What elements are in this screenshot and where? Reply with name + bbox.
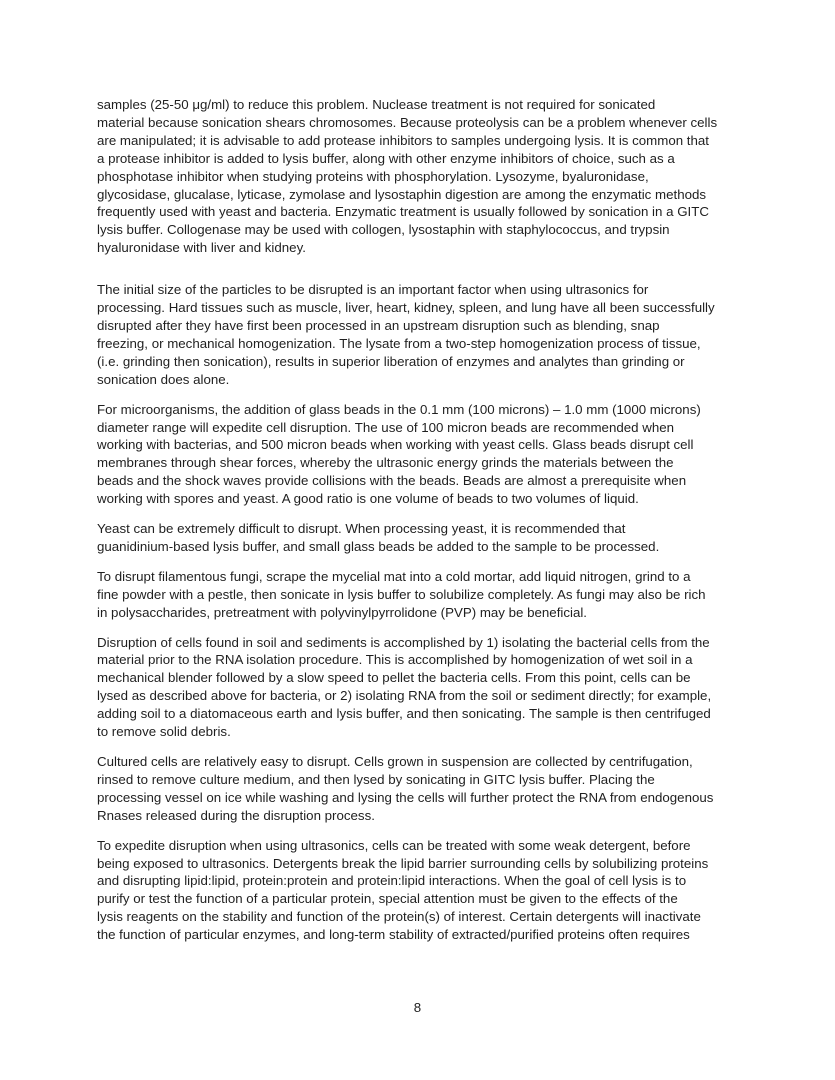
paragraph-glass-beads: For microorganisms, the addition of glass beads in the 0.1 mm (100 microns) – 1.0 mm (1000 microns) diameter range will expedite cell disruption. The use of 100 micron beads are recommended when working with bacterias, and 500 micron beads when working with yeast cells. Glass beads disrupt cell membranes through shear forces, whereby the ultrasonic energy grinds the materials between the beads and the shock waves provide collisions with the beads. Beads are almost a prerequisite when working with spores and yeast. A good ratio is one volume of beads to two volumes of liquid.: [97, 401, 701, 507]
document-body: [97, 96, 745, 956]
paragraph-cultured-cells: Cultured cells are relatively easy to disrupt. Cells grown in suspension are collected by centrifugation, rinsed to remove culture medium, and then lysed by sonicating in GITC lysis buffer. Placing the processing vessel on ice while washing and lysing the cells will further protect the RNA from endogenous Rnases released during the disruption process.: [97, 754, 714, 823]
paragraph-yeast: Yeast can be extremely difficult to disrupt. When processing yeast, it is recommended that guanidinium-based lysis buffer, and small glass beads be added to the sample to be processed.: [97, 521, 660, 554]
paragraph-particle-size: The initial size of the particles to be disrupted is an important factor when using ultrasonics for processing. Hard tissues such as muscle, liver, heart, kidney, spleen, and lung have all been successfully disrupted after they have first been processed in an upstream disruption such as blending, snap freezing, or mechanical homogenization. The lysate from a two-step homogenization process of tissue, (i.e. grinding then sonication), results in superior liberation of enzymes and analytes than grinding or sonication does alone.: [97, 282, 715, 387]
paragraph-detergents: To expedite disruption when using ultrasonics, cells can be treated with some weak detergent, before being exposed to ultrasonics. Detergents break the lipid barrier surrounding cells by solubilizing proteins and disrupting lipid:lipid, protein:protein and protein:lipid interactions. When the goal of cell lysis is to purify or test the function of a particular protein, special attention must be given to the effects of the lysis reagents on the stability and function of the protein(s) of interest. Certain detergents will inactivate the function of particular enzymes, and long-term stability of extracted/purified proteins often requires: [97, 837, 709, 943]
paragraph-filamentous-fungi: To disrupt filamentous fungi, scrape the mycelial mat into a cold mortar, add liquid nitrogen, grind to a fine powder with a pestle, then sonicate in lysis buffer to solubilize completely. As fungi may also be rich in polysaccharides, pretreatment with polyvinylpyrrolidone (PVP) may be beneficial.: [97, 568, 706, 620]
page-number: 8: [413, 1000, 422, 1015]
paragraph-soil-sediments: Disruption of cells found in soil and sediments is accomplished by 1) isolating the bacterial cells from the material prior to the RNA isolation procedure. This is accomplished by homogenization of wet soil in a mechanical blender followed by a slow speed to pellet the bacteria cells. From this point, cells can be lysed as described above for bacteria, or 2) isolating RNA from the soil or sediment directly; for example, adding soil to a diatomaceous earth and lysis buffer, and then sonicating. The sample is then centrifuged to remove solid debris.: [97, 634, 712, 740]
paragraph-protease-inhibitors: samples (25-50 μg/ml) to reduce this problem. Nuclease treatment is not required for sonicated material because sonication shears chromosomes. Because proteolysis can be a problem whenever cells are manipulated; it is advisable to add protease inhibitors to samples undergoing lysis. It is common that a protease inhibitor is added to lysis buffer, along with other enzyme inhibitors of choice, such as a phosphotase inhibitor when studying proteins with phosphorylation. Lysozyme, byaluronidase, glycosidase, glucalase, lyticase, zymolase and lysostaphin digestion are among the enzymatic methods frequently used with yeast and bacteria. Enzymatic treatment is usually followed by sonication in a GITC lysis buffer. Collogenase may be used with collogen, lysostaphin with staphylococcus, and trypsin hyaluronidase with liver and kidney.: [97, 97, 718, 256]
